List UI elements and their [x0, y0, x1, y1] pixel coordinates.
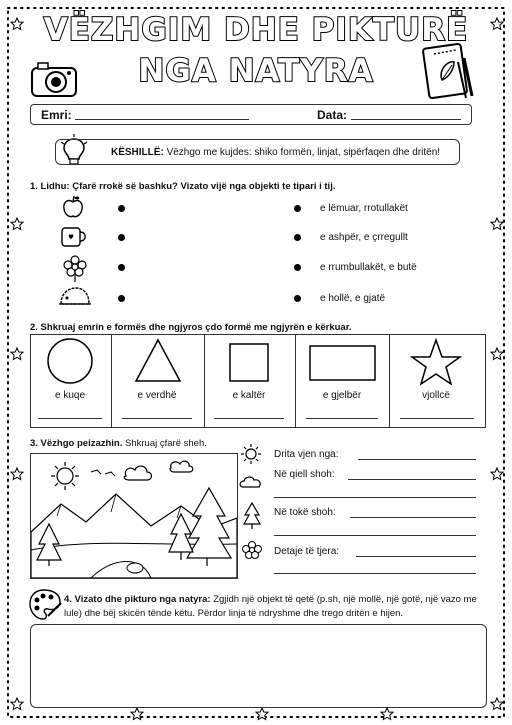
match-dot-left-1[interactable]	[118, 205, 125, 212]
tip-label: KËSHILLË:	[111, 147, 164, 158]
q2-title: 2. Shkruaj emrin e formës dhe ngjyros çdo formë me ngjyrën e kërkuar.	[30, 322, 352, 333]
match-dot-right-2[interactable]	[294, 234, 301, 241]
shape-color-label: e kuqe	[54, 390, 86, 401]
square-shape	[230, 344, 268, 381]
palette-icon	[28, 588, 62, 622]
trait-label: e lëmuar, rrotullakët	[320, 203, 408, 214]
rectangle-shape	[310, 346, 375, 380]
shape-name-line[interactable]	[400, 418, 474, 419]
tip-text: Vëzhgo me kujdes: shiko formën, linjat, sipërfaqen dhe dritën!	[166, 147, 441, 158]
circle-shape	[48, 339, 92, 383]
shape-color-label: vjollcë	[422, 390, 450, 401]
observation-prompt: Në qiell shoh:	[274, 469, 335, 480]
answer-line[interactable]	[274, 497, 476, 498]
match-dot-left-2[interactable]	[118, 234, 125, 241]
sun-icon	[240, 443, 262, 465]
shape-color-label: e kaltër	[232, 390, 266, 401]
shape-name-line[interactable]	[214, 418, 284, 419]
shape-color-label: e verdhë	[137, 390, 177, 401]
shape-name-line[interactable]	[38, 418, 102, 419]
drawing-area[interactable]	[30, 624, 487, 708]
answer-line[interactable]	[348, 479, 476, 480]
trait-label: e rrumbullakët, e butë	[320, 262, 417, 273]
date-field[interactable]	[351, 119, 461, 120]
cloud-icon	[238, 475, 264, 491]
q3-title-bold: 3. Vëzhgo peizazhin.	[30, 438, 123, 449]
observation-prompt: Në tokë shoh:	[274, 507, 336, 518]
sun-icon	[51, 462, 79, 490]
apple-icon	[62, 195, 84, 219]
trait-label: e ashpër, e çrregullt	[320, 232, 408, 243]
q4-instructions	[64, 593, 484, 621]
name-date-box	[30, 104, 472, 125]
trait-label: e hollë, e gjatë	[320, 293, 386, 304]
answer-line[interactable]	[274, 573, 476, 574]
name-label: Emri:	[41, 108, 72, 122]
match-dot-right-4[interactable]	[294, 295, 301, 302]
q3-title	[30, 438, 207, 449]
answer-line[interactable]	[274, 535, 476, 536]
observation-prompt: Detaje të tjera:	[274, 546, 340, 557]
match-dot-right-1[interactable]	[294, 205, 301, 212]
tip-box	[55, 139, 460, 165]
shape-name-line[interactable]	[306, 418, 378, 419]
shapes-drawing	[30, 334, 484, 394]
q3-title-rest: Shkruaj çfarë sheh.	[125, 438, 207, 449]
flower-icon	[63, 255, 87, 283]
shape-name-line[interactable]	[122, 418, 192, 419]
name-field[interactable]	[75, 119, 249, 120]
cloud-icon	[124, 461, 192, 480]
q4-title: 4. Vizato dhe pikturo nga natyra:	[64, 594, 211, 605]
answer-line[interactable]	[356, 556, 476, 557]
worksheet-title-line1: VËZHGIM DHE PIKTURË	[43, 12, 469, 48]
worksheet-title-line2: NGA NATYRA	[138, 53, 374, 89]
shape-color-label: e gjelbër	[322, 390, 362, 401]
q1-title: 1. Lidhu: Çfarë rrokë së bashku? Vizato vijë nga objekti te tipari i tij.	[30, 181, 336, 192]
match-dot-left-3[interactable]	[118, 264, 125, 271]
date-label: Data:	[317, 108, 348, 122]
landscape-picture	[30, 453, 238, 579]
mug-icon	[60, 226, 88, 248]
flower-icon	[241, 540, 263, 562]
hedgehog-icon	[58, 286, 92, 308]
answer-line[interactable]	[350, 517, 476, 518]
answer-line[interactable]	[358, 459, 476, 460]
match-dot-left-4[interactable]	[118, 295, 125, 302]
triangle-shape	[136, 340, 180, 381]
match-dot-right-3[interactable]	[294, 264, 301, 271]
q4-text: Zgjidh një objekt të qetë (p.sh, një mollë, një gotë, një vazo me lule) dhe bëj skicën tënde këtu. Përdor linja të ndryshme dhe trego dritën e hijen.	[64, 594, 477, 619]
tree-icon	[243, 502, 261, 530]
star-shape	[412, 340, 460, 384]
observation-prompt: Drita vjen nga:	[274, 449, 339, 460]
